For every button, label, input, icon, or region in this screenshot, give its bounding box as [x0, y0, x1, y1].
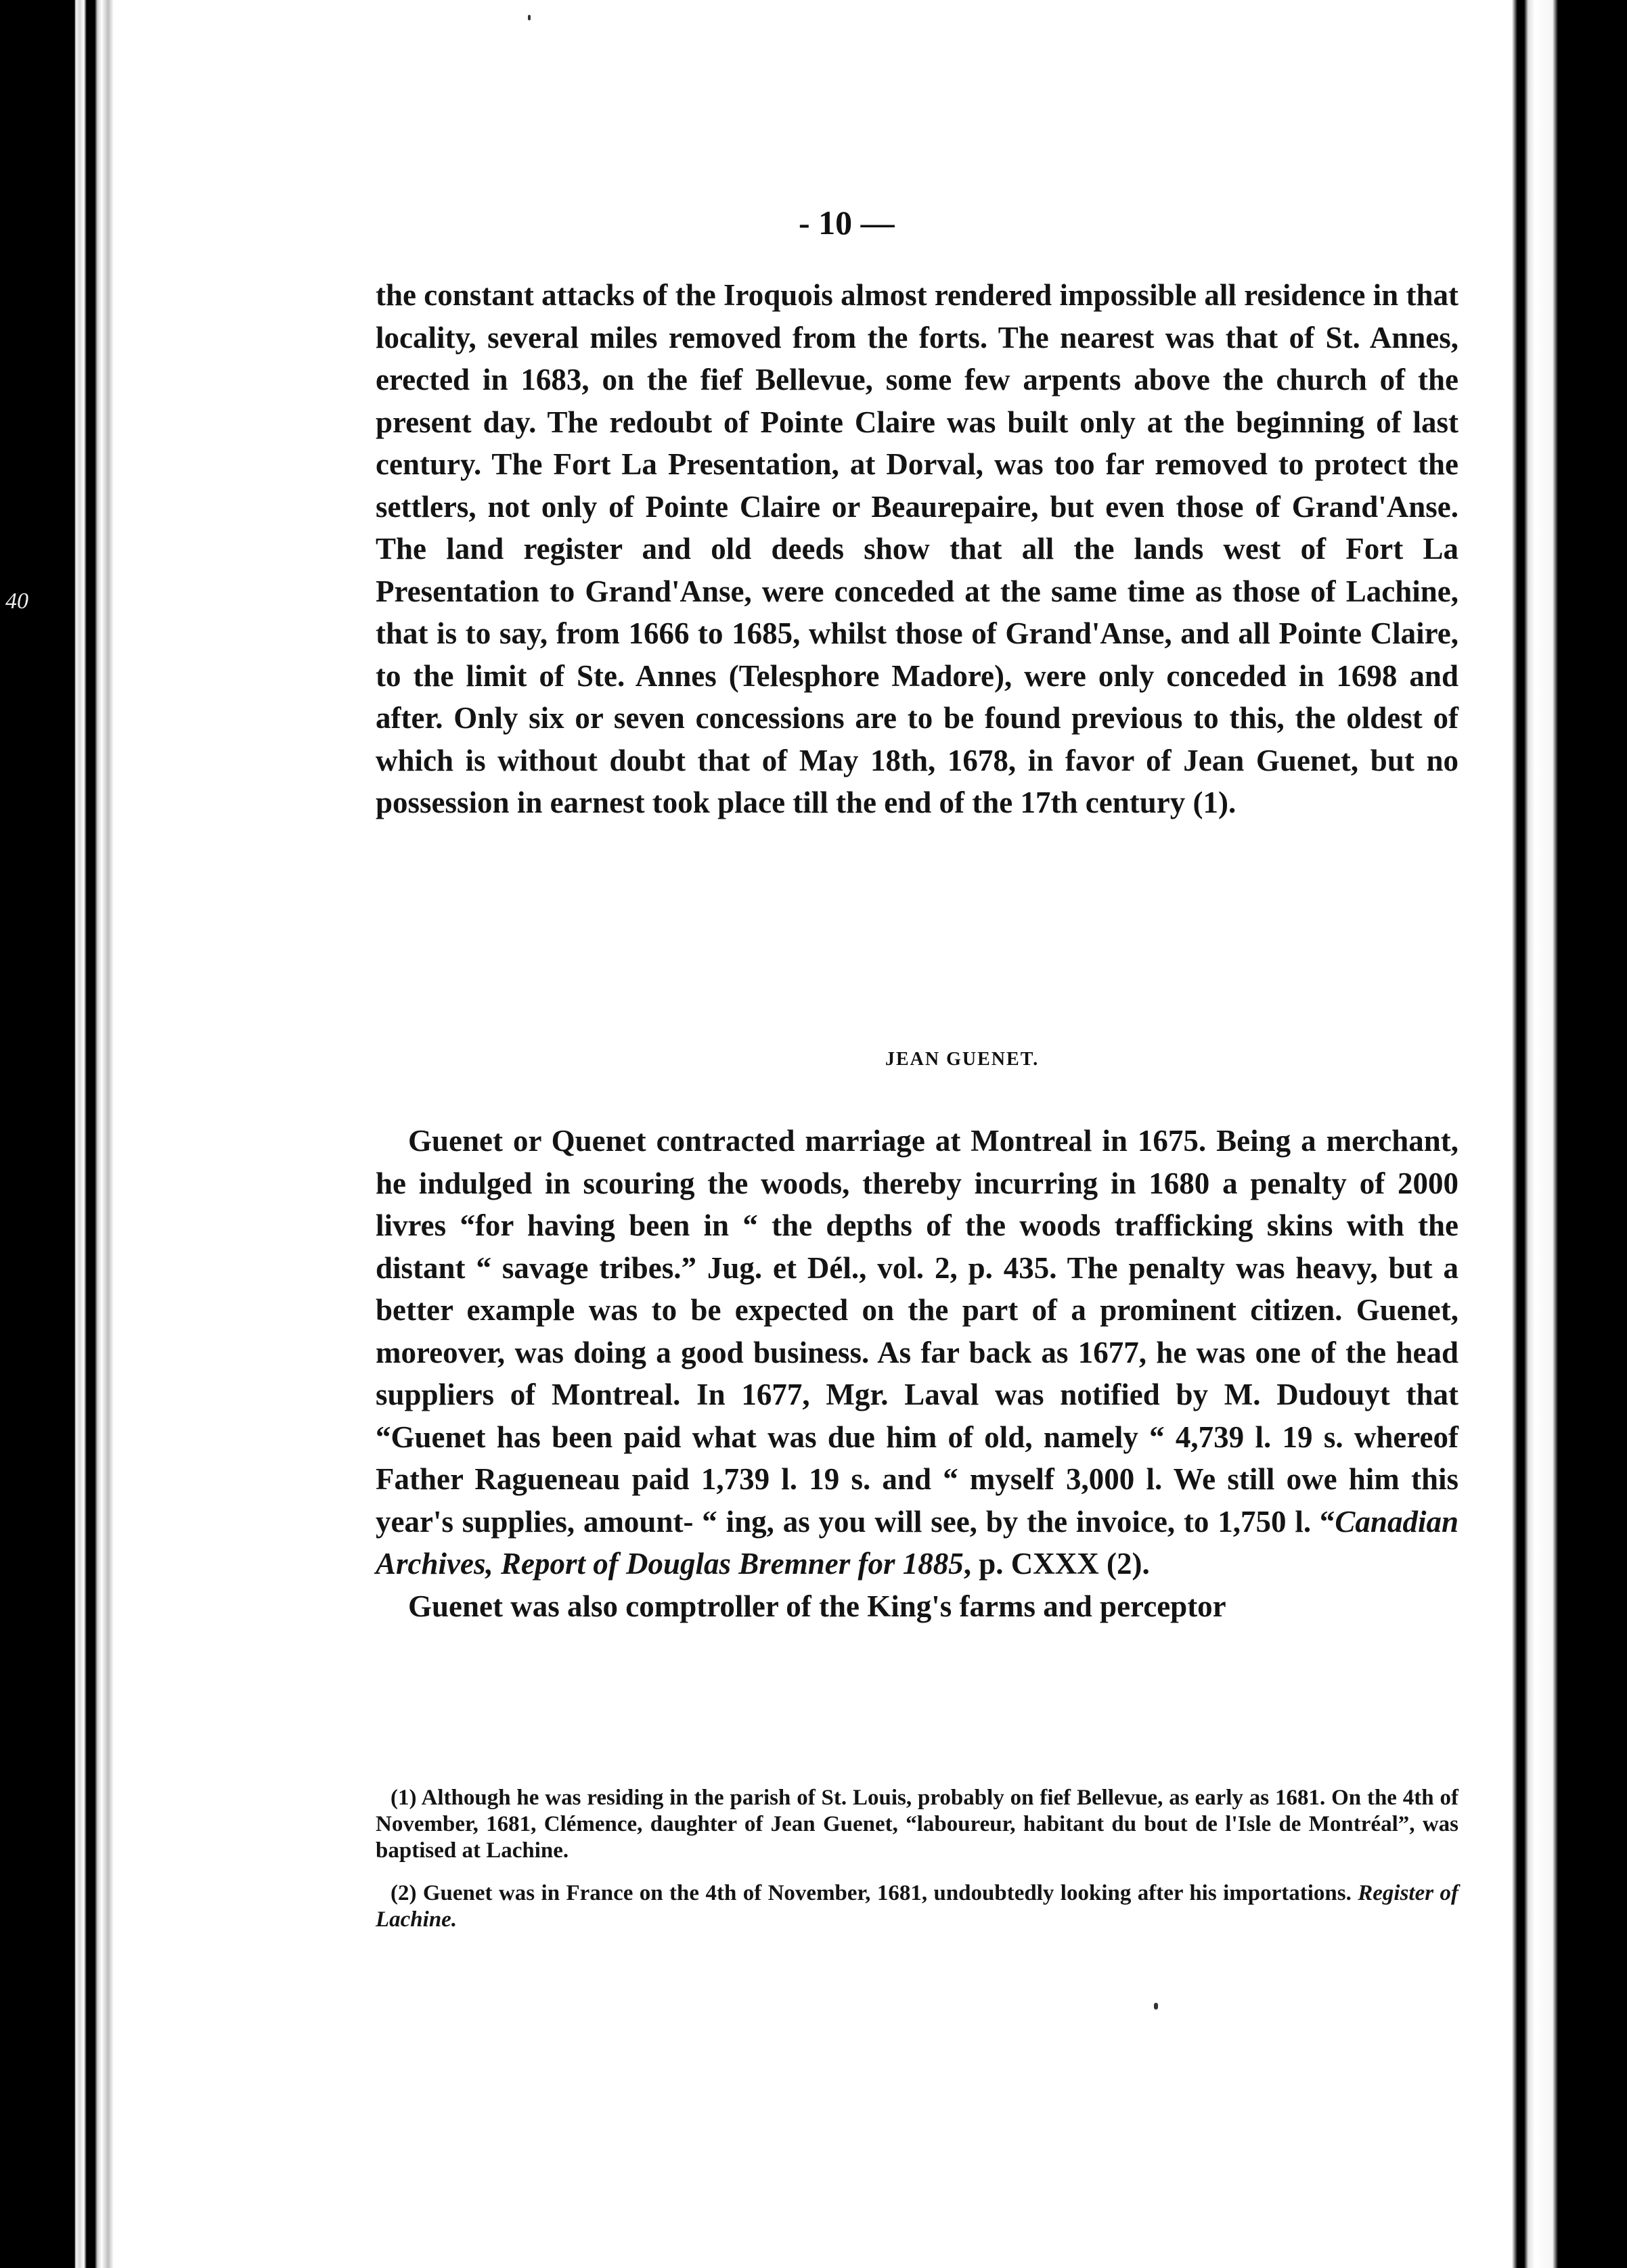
- section-paragraph-2: Guenet was also comptroller of the King's farms and perceptor: [408, 1589, 1226, 1623]
- margin-handwritten-note: 40: [5, 589, 28, 614]
- footnote-2-citation: Register of Lachine.: [376, 1881, 1458, 1932]
- section-paragraph-1: [376, 1120, 1458, 1585]
- section-heading: JEAN GUENET.: [885, 1049, 1040, 1070]
- page-number: - 10 —: [799, 204, 895, 242]
- citation-canadian-archives: Canadian Archives, Report of Douglas Bremner for 1885: [376, 1504, 1458, 1581]
- book-page: [129, 0, 1512, 2268]
- footnotes: [376, 1785, 1458, 1933]
- ink-speck: [1154, 2003, 1158, 2010]
- section-body: [376, 1120, 1458, 1627]
- intro-paragraph-text: the constant attacks of the Iroquois almost rendered impossible all residence in that locality, several miles removed from the forts. The nearest was that of St. Annes, erected in 1683, on the fief Bellevue, some few arpents above the church of the present day. The redoubt of Pointe Claire was built only at the beginning of last century. The Fort La Presentation, at Dorval, was too far removed to protect the settlers, not only of Pointe Claire or Beaurepaire, but even those of Grand'Anse. The land register and old deeds show that all the lands west of Fort La Presentation to Grand'Anse, were conceded at the same time as those of Lachine, that is to say, from 1666 to 1685, whilst those of Grand'Anse, and all Pointe Claire, to the limit of Ste. Annes (Telesphore Madore), were only conceded in 1698 and after. Only six or seven concessions are to be found previous to this, the oldest of which is without doubt that of May 18th, 1678, in favor of Jean Guenet, but no possession in earnest took place till the end of the 17th century (1).: [376, 278, 1458, 819]
- paragraph-1-end: , p. CXXX (2).: [963, 1547, 1150, 1581]
- footnote-1: (1) Although he was residing in the parish of St. Louis, probably on fief Bellevue, as early as 1681. On the 4th of November, 1681, Clémence, daughter of Jean Guenet, “laboureur, habitant du bout de l'Isle de Montréal”, was baptised at Lachine.: [376, 1786, 1458, 1863]
- intro-paragraph: [376, 274, 1458, 824]
- footnote-2-text: (2) Guenet was in France on the 4th of November, 1681, undoubtedly looking after his importations.: [391, 1881, 1352, 1905]
- scan-left-edge: [0, 0, 129, 2268]
- scan-right-edge: [1512, 0, 1627, 2268]
- footnote-2: [376, 1880, 1458, 1933]
- ink-speck: [528, 15, 531, 20]
- paragraph-1-text: Guenet or Quenet contracted marriage at Montreal in 1675. Being a merchant, he indulged in scouring the woods, thereby incurring in 1680 a penalty of 2000 livres “for having been in “ the depths of the woods trafficking skins with the distant “ savage tribes.” Jug. et Dél., vol. 2, p. 435. The penalty was heavy, but a better example was to be expected on the part of a prominent citizen. Guenet, moreover, was doing a good business. As far back as 1677, he was one of the head suppliers of Montreal. In 1677, Mgr. Laval was notified by M. Dudouyt that “Guenet has been paid what was due him of old, namely “ 4,739 l. 19 s. whereof Father Ragueneau paid 1,739 l. 19 s. and “ myself 3,000 l. We still owe him this year's supplies, amount- “ ing, as you will see, by the invoice, to 1,750 l. “: [376, 1124, 1458, 1539]
